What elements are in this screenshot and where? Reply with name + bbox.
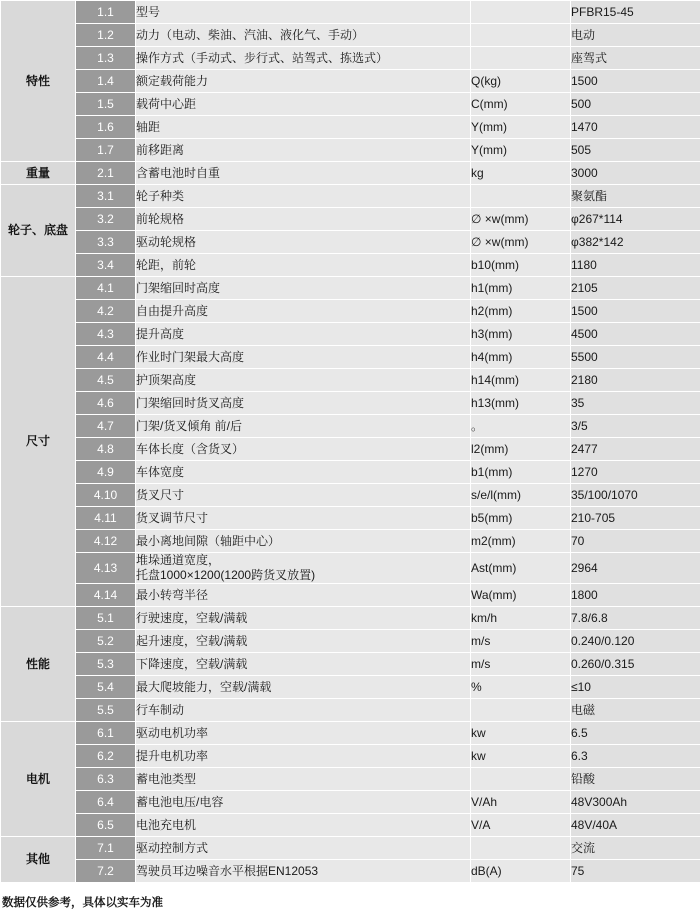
row-unit: h3(mm) xyxy=(471,323,571,346)
table-row xyxy=(1,300,700,323)
row-name: 门架缩回时高度 xyxy=(136,277,471,300)
table-row xyxy=(1,837,700,860)
row-unit xyxy=(471,185,571,208)
row-unit: h1(mm) xyxy=(471,277,571,300)
row-name: 护顶架高度 xyxy=(136,369,471,392)
row-unit: h13(mm) xyxy=(471,392,571,415)
row-number: 5.1 xyxy=(76,607,136,630)
row-unit: b10(mm) xyxy=(471,254,571,277)
row-unit: Y(mm) xyxy=(471,139,571,162)
row-name: 门架缩回时货叉高度 xyxy=(136,392,471,415)
row-value: 35/100/1070 xyxy=(571,484,700,507)
row-number: 5.3 xyxy=(76,653,136,676)
table-row xyxy=(1,699,700,722)
table-row xyxy=(1,768,700,791)
row-unit: b5(mm) xyxy=(471,507,571,530)
row-name: 蓄电池电压/电容 xyxy=(136,791,471,814)
table-row xyxy=(1,814,700,837)
row-value: 48V300Ah xyxy=(571,791,700,814)
table-row xyxy=(1,722,700,745)
row-name: 驾驶员耳边噪音水平根据EN12053 xyxy=(136,860,471,883)
row-name: 行驶速度，空载/满载 xyxy=(136,607,471,630)
row-number: 7.1 xyxy=(76,837,136,860)
row-name: 门架/货叉倾角 前/后 xyxy=(136,415,471,438)
row-number: 1.6 xyxy=(76,116,136,139)
table-row xyxy=(1,507,700,530)
row-unit: m2(mm) xyxy=(471,530,571,553)
row-number: 1.4 xyxy=(76,70,136,93)
row-number: 4.11 xyxy=(76,507,136,530)
row-number: 6.3 xyxy=(76,768,136,791)
table-row xyxy=(1,584,700,607)
table-row xyxy=(1,1,700,24)
row-unit: dB(A) xyxy=(471,860,571,883)
row-value: 1470 xyxy=(571,116,700,139)
row-unit xyxy=(471,699,571,722)
row-name: 起升速度，空载/满载 xyxy=(136,630,471,653)
row-name: 最小转弯半径 xyxy=(136,584,471,607)
row-number: 3.4 xyxy=(76,254,136,277)
row-value: 0.260/0.315 xyxy=(571,653,700,676)
row-value: 1500 xyxy=(571,70,700,93)
row-number: 3.1 xyxy=(76,185,136,208)
row-unit xyxy=(471,47,571,70)
row-name: 提升电机功率 xyxy=(136,745,471,768)
row-unit: Ast(mm) xyxy=(471,553,571,584)
row-group-label: 轮子、底盘 xyxy=(1,185,76,277)
row-name: 最小离地间隙（轴距中心） xyxy=(136,530,471,553)
row-number: 4.13 xyxy=(76,553,136,584)
row-unit xyxy=(471,768,571,791)
row-number: 4.12 xyxy=(76,530,136,553)
row-value: 2180 xyxy=(571,369,700,392)
table-row xyxy=(1,860,700,883)
row-number: 6.4 xyxy=(76,791,136,814)
row-unit: 。 xyxy=(471,415,571,438)
row-number: 6.2 xyxy=(76,745,136,768)
row-name: 轮距，前轮 xyxy=(136,254,471,277)
row-value: 1500 xyxy=(571,300,700,323)
row-value: 35 xyxy=(571,392,700,415)
row-name: 行车制动 xyxy=(136,699,471,722)
row-value: 2105 xyxy=(571,277,700,300)
row-number: 1.5 xyxy=(76,93,136,116)
row-name: 下降速度，空载/满载 xyxy=(136,653,471,676)
row-name: 前移距离 xyxy=(136,139,471,162)
row-value: 6.5 xyxy=(571,722,700,745)
row-name: 提升高度 xyxy=(136,323,471,346)
row-value: 铅酸 xyxy=(571,768,700,791)
row-value: φ267*114 xyxy=(571,208,700,231)
row-unit: ∅ ×w(mm) xyxy=(471,231,571,254)
specification-table-body xyxy=(1,1,700,883)
table-row xyxy=(1,346,700,369)
row-unit: km/h xyxy=(471,607,571,630)
row-value: 0.240/0.120 xyxy=(571,630,700,653)
row-name: 驱动电机功率 xyxy=(136,722,471,745)
row-unit: m/s xyxy=(471,630,571,653)
row-unit: b1(mm) xyxy=(471,461,571,484)
table-row xyxy=(1,630,700,653)
row-number: 5.2 xyxy=(76,630,136,653)
row-number: 4.6 xyxy=(76,392,136,415)
row-unit: % xyxy=(471,676,571,699)
row-number: 1.7 xyxy=(76,139,136,162)
row-value: 6.3 xyxy=(571,745,700,768)
row-unit: V/Ah xyxy=(471,791,571,814)
row-number: 4.14 xyxy=(76,584,136,607)
row-group-label: 其他 xyxy=(1,837,76,883)
row-number: 6.1 xyxy=(76,722,136,745)
row-name-line1: 堆垛通道宽度， xyxy=(136,553,470,568)
table-row xyxy=(1,162,700,185)
row-group-label: 电机 xyxy=(1,722,76,837)
row-name: 动力（电动、柴油、汽油、液化气、手动） xyxy=(136,24,471,47)
row-value: 70 xyxy=(571,530,700,553)
table-row xyxy=(1,24,700,47)
row-unit xyxy=(471,24,571,47)
row-unit: h4(mm) xyxy=(471,346,571,369)
row-unit: Y(mm) xyxy=(471,116,571,139)
row-value: 7.8/6.8 xyxy=(571,607,700,630)
table-row xyxy=(1,653,700,676)
row-value: 5500 xyxy=(571,346,700,369)
row-unit: ∅ ×w(mm) xyxy=(471,208,571,231)
table-row xyxy=(1,93,700,116)
row-unit: s/e/l(mm) xyxy=(471,484,571,507)
row-number: 4.2 xyxy=(76,300,136,323)
table-row xyxy=(1,415,700,438)
table-row xyxy=(1,139,700,162)
row-name: 含蓄电池时自重 xyxy=(136,162,471,185)
row-number: 3.3 xyxy=(76,231,136,254)
row-name: 驱动控制方式 xyxy=(136,837,471,860)
row-number: 1.1 xyxy=(76,1,136,24)
row-number: 4.3 xyxy=(76,323,136,346)
row-number: 4.8 xyxy=(76,438,136,461)
row-name: 电池充电机 xyxy=(136,814,471,837)
row-value: 48V/40A xyxy=(571,814,700,837)
row-name: 轮子种类 xyxy=(136,185,471,208)
table-row xyxy=(1,791,700,814)
table-row xyxy=(1,461,700,484)
row-value: 2964 xyxy=(571,553,700,584)
table-row xyxy=(1,530,700,553)
table-row xyxy=(1,70,700,93)
row-value: PFBR15-45 xyxy=(571,1,700,24)
row-unit xyxy=(471,837,571,860)
row-group-label: 重量 xyxy=(1,162,76,185)
row-unit: h2(mm) xyxy=(471,300,571,323)
row-name-line2: 托盘1000×1200(1200跨货叉放置) xyxy=(136,568,470,583)
row-name: 最大爬坡能力，空载/满载 xyxy=(136,676,471,699)
row-name xyxy=(136,553,471,584)
row-unit: kw xyxy=(471,745,571,768)
row-number: 1.2 xyxy=(76,24,136,47)
row-value: 4500 xyxy=(571,323,700,346)
row-value: 电动 xyxy=(571,24,700,47)
row-number: 4.5 xyxy=(76,369,136,392)
row-number: 2.1 xyxy=(76,162,136,185)
row-value: 210-705 xyxy=(571,507,700,530)
row-value: 聚氨酯 xyxy=(571,185,700,208)
table-row xyxy=(1,438,700,461)
row-unit: m/s xyxy=(471,653,571,676)
row-value: 1180 xyxy=(571,254,700,277)
row-value: 500 xyxy=(571,93,700,116)
row-value: 电磁 xyxy=(571,699,700,722)
table-row xyxy=(1,277,700,300)
row-name: 驱动轮规格 xyxy=(136,231,471,254)
row-unit: h14(mm) xyxy=(471,369,571,392)
row-value: 2477 xyxy=(571,438,700,461)
row-unit: C(mm) xyxy=(471,93,571,116)
row-name: 额定载荷能力 xyxy=(136,70,471,93)
row-group-label: 尺寸 xyxy=(1,277,76,607)
table-row xyxy=(1,607,700,630)
row-name: 货叉调节尺寸 xyxy=(136,507,471,530)
table-row xyxy=(1,484,700,507)
row-value: ≤10 xyxy=(571,676,700,699)
row-number: 4.10 xyxy=(76,484,136,507)
row-value: 75 xyxy=(571,860,700,883)
table-row xyxy=(1,208,700,231)
row-name: 轴距 xyxy=(136,116,471,139)
row-unit: Q(kg) xyxy=(471,70,571,93)
row-number: 3.2 xyxy=(76,208,136,231)
row-name: 载荷中心距 xyxy=(136,93,471,116)
row-name: 操作方式（手动式、步行式、站驾式、拣选式） xyxy=(136,47,471,70)
table-row xyxy=(1,392,700,415)
table-row xyxy=(1,553,700,584)
row-value: 3/5 xyxy=(571,415,700,438)
table-row xyxy=(1,676,700,699)
table-row xyxy=(1,745,700,768)
table-row xyxy=(1,116,700,139)
footnote: 数据仅供参考，具体以实车为准 xyxy=(0,894,700,910)
row-unit: V/A xyxy=(471,814,571,837)
table-row xyxy=(1,185,700,208)
row-name: 型号 xyxy=(136,1,471,24)
table-row xyxy=(1,231,700,254)
row-name: 车体长度（含货叉） xyxy=(136,438,471,461)
table-row xyxy=(1,47,700,70)
row-number: 4.7 xyxy=(76,415,136,438)
row-unit xyxy=(471,1,571,24)
row-group-label: 特性 xyxy=(1,1,76,162)
row-name: 车体宽度 xyxy=(136,461,471,484)
row-value: 座驾式 xyxy=(571,47,700,70)
row-value: 3000 xyxy=(571,162,700,185)
row-name: 蓄电池类型 xyxy=(136,768,471,791)
row-number: 1.3 xyxy=(76,47,136,70)
row-unit: kg xyxy=(471,162,571,185)
row-name: 自由提升高度 xyxy=(136,300,471,323)
row-value: 1270 xyxy=(571,461,700,484)
row-number: 5.4 xyxy=(76,676,136,699)
row-number: 4.9 xyxy=(76,461,136,484)
row-number: 7.2 xyxy=(76,860,136,883)
row-name: 货叉尺寸 xyxy=(136,484,471,507)
row-unit: Wa(mm) xyxy=(471,584,571,607)
row-number: 4.1 xyxy=(76,277,136,300)
row-value: 1800 xyxy=(571,584,700,607)
row-value: 交流 xyxy=(571,837,700,860)
row-value: φ382*142 xyxy=(571,231,700,254)
table-row xyxy=(1,323,700,346)
row-unit: l2(mm) xyxy=(471,438,571,461)
table-row xyxy=(1,254,700,277)
row-number: 4.4 xyxy=(76,346,136,369)
row-number: 6.5 xyxy=(76,814,136,837)
row-value: 505 xyxy=(571,139,700,162)
row-unit: kw xyxy=(471,722,571,745)
row-group-label: 性能 xyxy=(1,607,76,722)
row-number: 5.5 xyxy=(76,699,136,722)
table-row xyxy=(1,369,700,392)
row-name: 作业时门架最大高度 xyxy=(136,346,471,369)
row-name: 前轮规格 xyxy=(136,208,471,231)
